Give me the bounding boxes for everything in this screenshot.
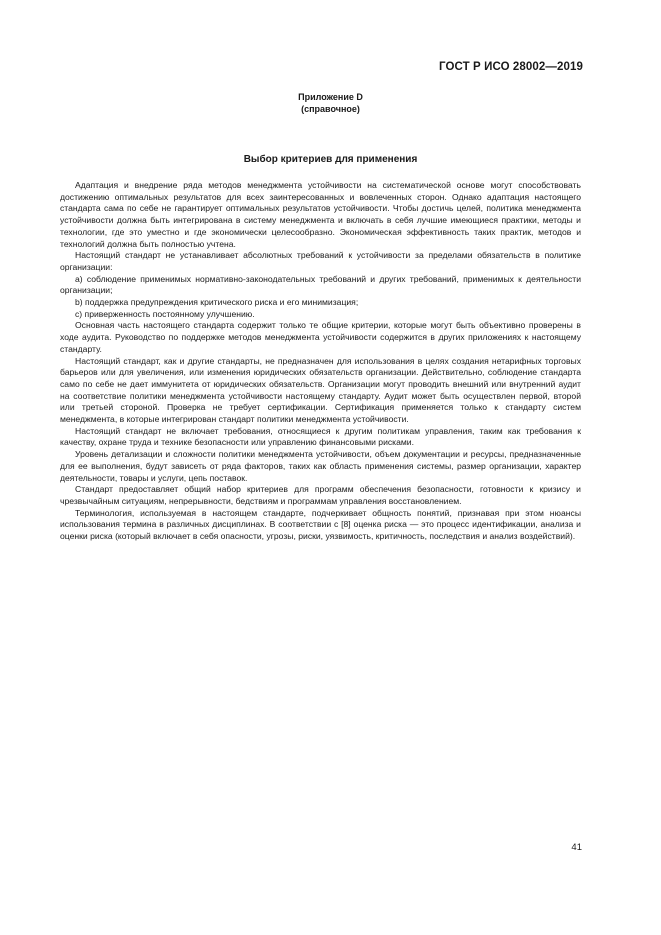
paragraph: Терминология, используемая в настоящем стандарте, подчеркивает общность понятий, признавая при этом нюансы использования термина в различных дисциплинах. В соответствии с [8] оценка риска — это процесс идентификации, анализа и оценки риска (который включает в себя опасности, угрозы, риски, уязвимость, критичность, последствия и анализ воздействий). (60, 507, 581, 542)
body-text (60, 180, 581, 543)
paragraph: Настоящий стандарт не включает требования, относящиеся к другим политикам управления, таким как требования к качеству, охране труда и технике безопасности или управлению финансовыми рисками. (60, 425, 581, 448)
appendix-heading (0, 91, 661, 115)
paragraph: Стандарт предоставляет общий набор критериев для программ обеспечения безопасности, готовности к кризису и чрезвычайным ситуациям, непрерывности, бедствиям и программам управления восстановлением. (60, 484, 581, 506)
page-number: 41 (571, 842, 582, 853)
list-item: c) приверженность постоянному улучшению. (75, 308, 255, 319)
standard-code: ГОСТ Р ИСО 28002—2019 (438, 61, 583, 73)
list-item: b) поддержка предупреждения критического риска и его минимизация; (75, 297, 359, 308)
paragraph: Настоящий стандарт, как и другие стандарты, не предназначен для использования в целях создания нетарифных торговых барьеров или для увеличения, или изменения юридических обязательств организации. Действительно, соблюдение стандарта само по себе не дает иммунитета от юридических обязательств. Организации могут проводить внешний или внутренний аудит на соответствие политики менеджмента устойчивости настоящему стандарту. Аудит может быть осуществлен первой, второй или третьей стороной. Проверка не требует сертификации. Сертификация применяется только к стандарту систем менеджмента, в которые интегрирован стандарт политики менеджмента устойчивости. (60, 355, 581, 425)
section-title: Выбор критериев для применения (243, 154, 418, 165)
paragraph: Настоящий стандарт не устанавливает абсолютных требований к устойчивости за пределами обязательств в политике организации: (60, 250, 581, 272)
list-item: a) соблюдение применимых нормативно-законодательных требований и других требований, применимых к деятельности организации; (60, 273, 581, 296)
appendix-title: Приложение D (298, 92, 363, 102)
paragraph: Уровень детализации и сложности политики менеджмента устойчивости, объем документации и ресурсы, предназначенные для ее выполнения, будут зависеть от ряда факторов, таких как область применения системы, размер организации, характер деятельности, товары и услуги, цепь поставок. (60, 449, 581, 483)
paragraph: Адаптация и внедрение ряда методов менеджмента устойчивости на систематической основе могут способствовать достижению оптимальных результатов для всех заинтересованных и вовлеченных сторон. Однако адаптация настоящего стандарта сама по себе не гарантирует оптимальных результатов устойчивости. Чтобы достичь целей, политика менеджмента устойчивости должна быть интегрирована в систему менеджмента и включать в себя лучшие имеющиеся практики, методы и технологии, где это уместно и где экономически целесообразно. Экономическая эффективность таких практик, методов и технологий должна быть полностью учтена. (60, 180, 581, 249)
appendix-subtitle: (справочное) (301, 104, 360, 114)
paragraph: Основная часть настоящего стандарта содержит только те общие критерии, которые могут быть объективно проверены в ходе аудита. Руководство по поддержке методов менеджмента устойчивости содержится в других приложениях к настоящему стандарту. (60, 320, 581, 354)
